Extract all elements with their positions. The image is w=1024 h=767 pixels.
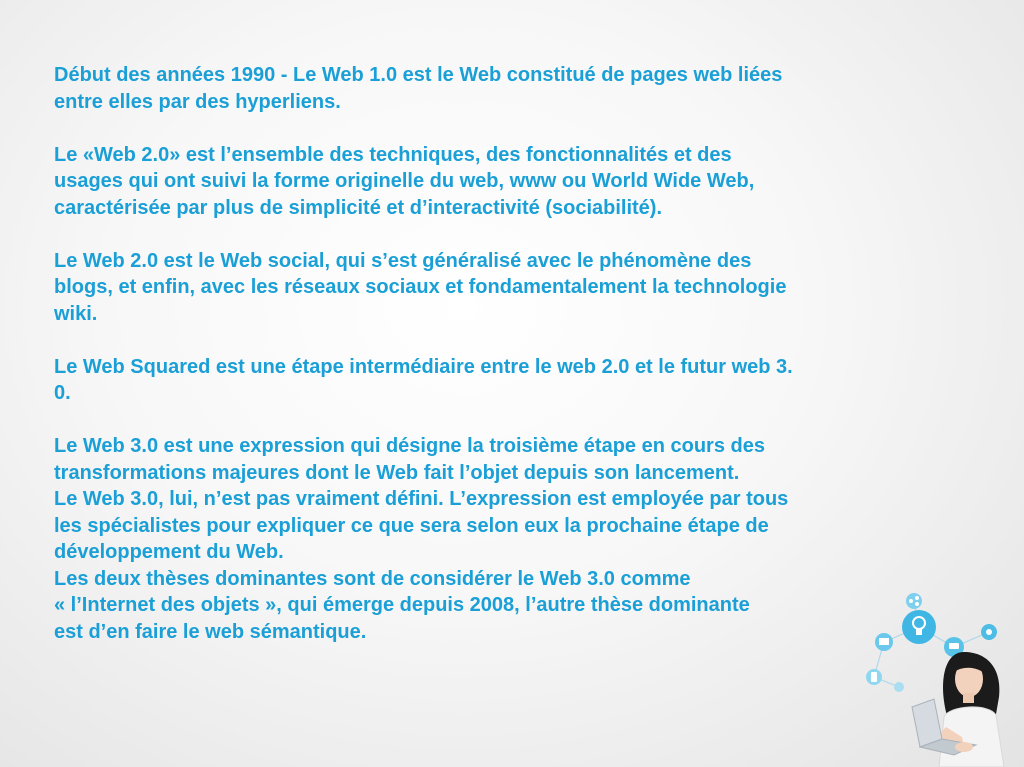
paragraph-web-3-0-theses: Les deux thèses dominantes sont de considérer le Web 3.0 comme « l’Internet des objets », qui émerge depuis 2008, l’autre thèse dominante est d’en faire le web sémantique. (54, 567, 750, 643)
woman-figure (912, 652, 1004, 767)
mail-icon (875, 633, 893, 651)
paragraph-web-2-0-social: Le Web 2.0 est le Web social, qui s’est généralisé avec le phénomène des blogs, et enfin, avec les réseaux sociaux et fondamentalement la technologie wiki. (54, 249, 787, 325)
share-icon (906, 593, 922, 609)
paragraph-web-3-0-definition: Le Web 3.0, lui, n’est pas vraiment défini. L’expression est employée par tous les spécialistes pour expliquer ce que sera selon eux la prochaine étape de développement du Web. (54, 488, 789, 563)
paragraph-web-1-0: Début des années 1990 - Le Web 1.0 est le Web constitué de pages web liées entre elles par des hyperliens. (54, 64, 783, 113)
lightbulb-icon (902, 610, 936, 644)
paragraph-web-2-0-definition: Le «Web 2.0» est l’ensemble des techniques, des fonctionnalités et des usages qui ont suivi la forme originelle du web, www ou World Wide Web, caractérisée par plus de simplicité et d’interactivité (sociabilité). (54, 143, 755, 219)
paragraph-web-3-0-expression: Le Web 3.0 est une expression qui désigne la troisième étape en cours des transformations majeures dont le Web fait l’objet depuis son lancement. (54, 435, 765, 484)
phone-icon (866, 669, 882, 685)
gear-icon (981, 624, 997, 640)
slide-text-block (54, 62, 914, 645)
woman-with-laptop-illustration (814, 587, 1024, 767)
paragraph-web-squared: Le Web Squared est une étape intermédiaire entre le web 2.0 et le futur web 3. 0. (54, 355, 793, 404)
